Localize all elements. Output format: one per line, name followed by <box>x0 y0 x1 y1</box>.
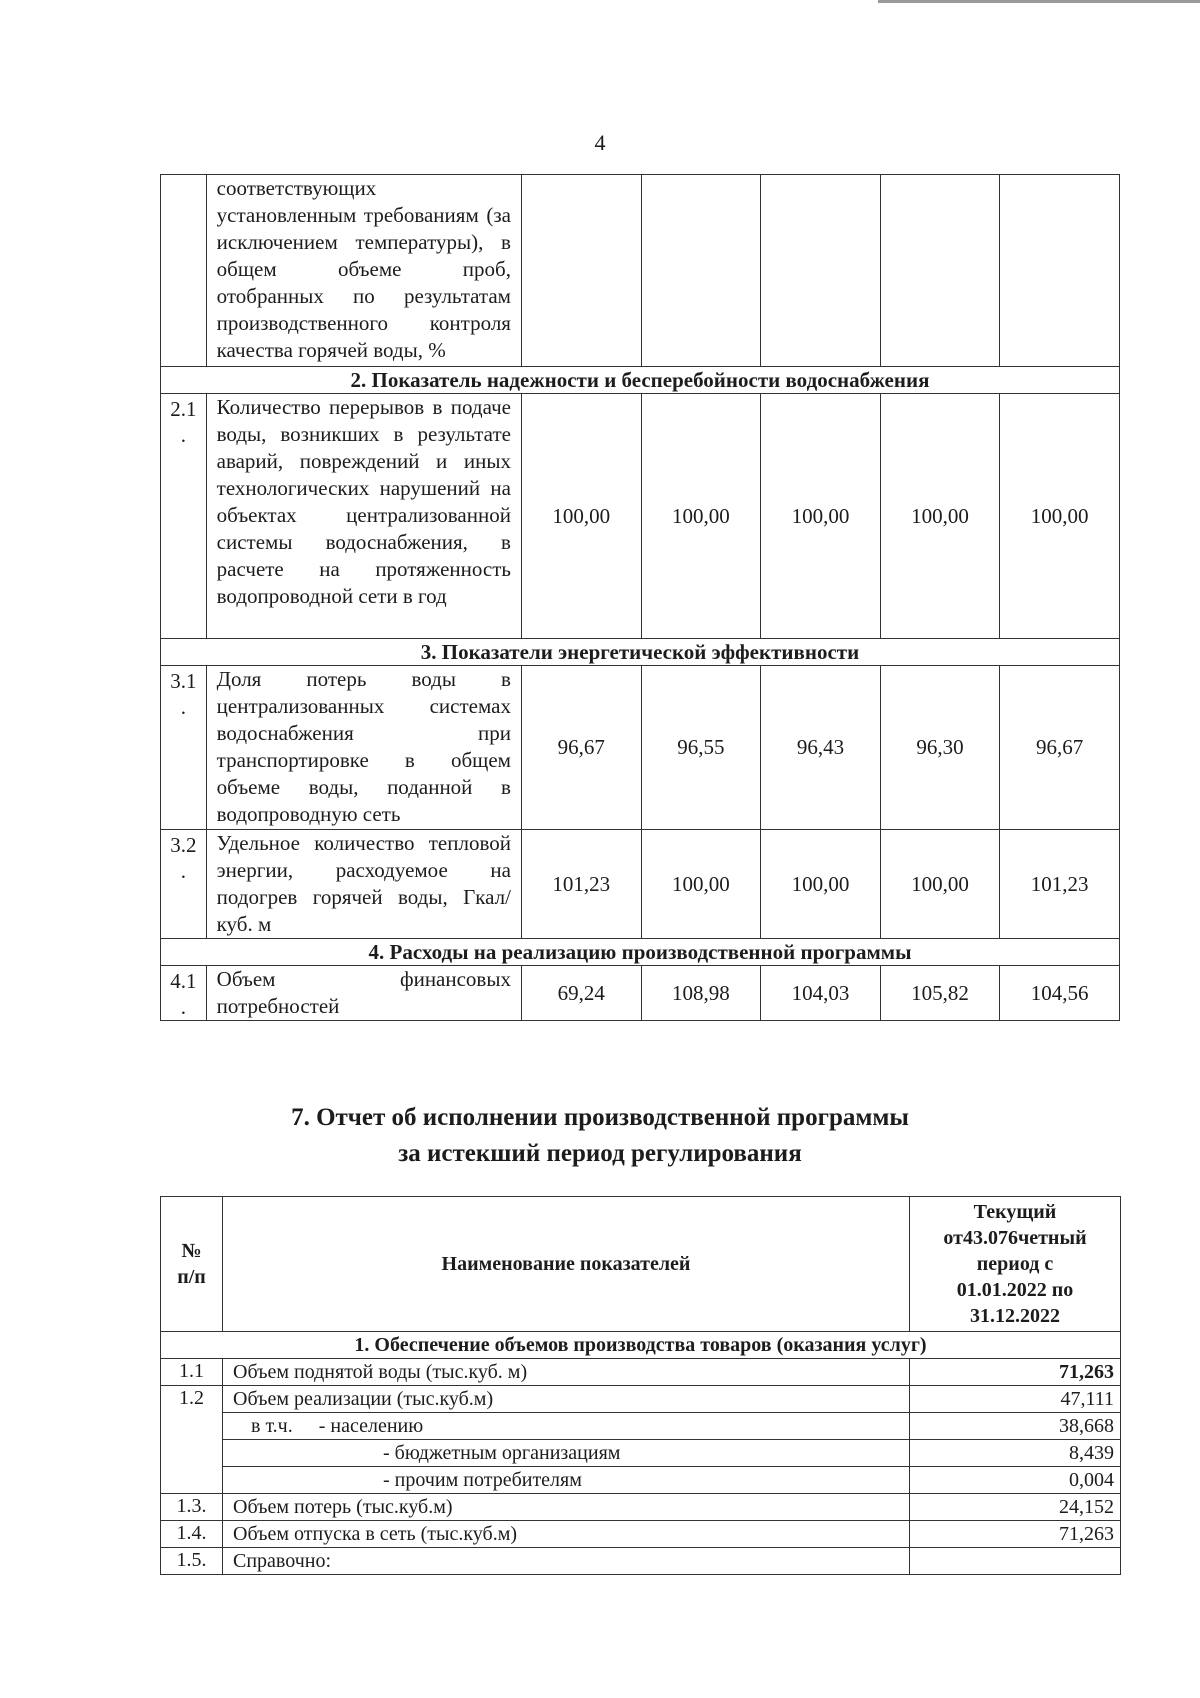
table-row <box>161 1359 1121 1386</box>
row-number-dot: . <box>180 859 186 883</box>
value-cell: 69,24 <box>521 966 641 1021</box>
row-number: 1.5. <box>161 1548 223 1575</box>
value-cell: 100,00 <box>521 394 641 639</box>
value-cell: 96,30 <box>880 666 1000 830</box>
header-period-line: период с <box>976 1253 1054 1275</box>
row-number <box>161 666 207 830</box>
indicator-name: Удельное количество тепловой энергии, расходуемое на подогрев горячей воды, Гкал/куб. м <box>206 830 521 939</box>
row-number: 1.2 <box>161 1386 223 1494</box>
indicator-name: Объем отпуска в сеть (тыс.куб.м) <box>223 1521 910 1548</box>
row-number-dot: . <box>180 995 186 1019</box>
value-cell <box>641 175 761 367</box>
value-cell: 38,668 <box>910 1413 1121 1440</box>
row-number <box>161 966 207 1021</box>
value-cell: 100,00 <box>641 394 761 639</box>
header-period-line: Текущий <box>973 1201 1057 1223</box>
indicator-subitem: - прочим потребителям <box>223 1467 910 1494</box>
row-number-dot: . <box>180 423 186 447</box>
value-cell: 100,00 <box>1000 394 1120 639</box>
indicator-name: Объем финансовых потребностей <box>206 966 521 1021</box>
indicator-name <box>223 1413 910 1440</box>
table-header-row <box>161 1197 1121 1332</box>
row-number: 1.1 <box>161 1359 223 1386</box>
value-cell: 108,98 <box>641 966 761 1021</box>
value-cell <box>1000 175 1120 367</box>
table-row <box>161 1548 1121 1575</box>
section-row <box>161 1332 1121 1359</box>
column-header-number <box>161 1197 223 1332</box>
table-row <box>161 1521 1121 1548</box>
value-cell <box>761 175 881 367</box>
value-cell: 71,263 <box>910 1521 1121 1548</box>
indicator-name: Объем реализации (тыс.куб.м) <box>223 1386 910 1413</box>
heading-line: 7. Отчет об исполнении производственной программы <box>291 1104 909 1131</box>
column-header-name: Наименование показателей <box>223 1197 910 1332</box>
indicator-subitem: - бюджетным организациям <box>223 1440 910 1467</box>
value-cell: 8,439 <box>910 1440 1121 1467</box>
table-row <box>161 1494 1121 1521</box>
section-title: 4. Расходы на реализацию производственной программы <box>161 939 1120 966</box>
row-number-dot: . <box>180 695 186 719</box>
value-cell: 100,00 <box>761 394 881 639</box>
section-heading <box>0 1100 1200 1172</box>
table-row <box>161 394 1120 639</box>
header-period-line: от43.076четный <box>943 1227 1087 1249</box>
row-number-main: 4.1 <box>170 969 197 993</box>
row-number-main: 3.2 <box>170 833 197 857</box>
value-cell <box>910 1548 1121 1575</box>
value-cell: 96,67 <box>521 666 641 830</box>
table-row <box>161 1440 1121 1467</box>
value-cell: 100,00 <box>641 830 761 939</box>
row-number <box>161 830 207 939</box>
row-number <box>161 394 207 639</box>
table-row <box>161 1413 1121 1440</box>
value-cell: 47,111 <box>910 1386 1121 1413</box>
indicator-name: соответствующих установленным требованиям (за исключением температуры), в общем объеме проб, отобранных по результатам производственного контроля качества горячей воды, % <box>206 175 521 367</box>
indicator-name: Объем потерь (тыс.куб.м) <box>223 1494 910 1521</box>
section-title: 2. Показатель надежности и бесперебойности водоснабжения <box>161 367 1120 394</box>
indicator-name: Количество перерывов в подаче воды, возникших в результате аварий, повреждений и иных технологических нарушений на объектах централизованной системы водоснабжения, в расчете на протяженность водопроводной сети в год <box>206 394 521 639</box>
section-row <box>161 367 1120 394</box>
prefix-label: в т.ч. <box>251 1415 293 1437</box>
page-number: 4 <box>594 130 606 155</box>
scan-edge-mark <box>878 0 1200 3</box>
indicator-subitem: - населению <box>318 1415 424 1437</box>
table-row <box>161 1467 1121 1494</box>
section-row <box>161 939 1120 966</box>
row-number: 1.4. <box>161 1521 223 1548</box>
heading-line: за истекший период регулирования <box>398 1140 802 1167</box>
value-cell: 104,03 <box>761 966 881 1021</box>
header-number-line: п/п <box>177 1266 206 1288</box>
row-number: 1.3. <box>161 1494 223 1521</box>
table-row <box>161 175 1120 367</box>
value-cell <box>521 175 641 367</box>
value-cell: 105,82 <box>880 966 1000 1021</box>
table-row <box>161 666 1120 830</box>
value-cell <box>880 175 1000 367</box>
value-cell: 24,152 <box>910 1494 1121 1521</box>
value-cell: 100,00 <box>880 830 1000 939</box>
value-cell: 101,23 <box>1000 830 1120 939</box>
row-number <box>161 175 207 367</box>
value-cell: 96,67 <box>1000 666 1120 830</box>
value-cell: 71,263 <box>910 1359 1121 1386</box>
report-table <box>160 1196 1121 1575</box>
value-cell: 100,00 <box>761 830 881 939</box>
header-period-line: 31.12.2022 <box>970 1305 1060 1327</box>
row-number-main: 2.1 <box>170 397 197 421</box>
row-number-main: 3.1 <box>170 669 197 693</box>
section-row <box>161 639 1120 666</box>
indicators-table <box>160 174 1120 1021</box>
value-cell: 100,00 <box>880 394 1000 639</box>
value-cell: 101,23 <box>521 830 641 939</box>
value-cell: 104,56 <box>1000 966 1120 1021</box>
value-cell: 96,55 <box>641 666 761 830</box>
header-number-line: № <box>181 1240 202 1262</box>
indicator-name: Доля потерь воды в централизованных системах водоснабжения при транспортировке в общем объеме воды, поданной в водопроводную сеть <box>206 666 521 830</box>
column-header-period <box>910 1197 1121 1332</box>
indicator-name: Объем поднятой воды (тыс.куб. м) <box>223 1359 910 1386</box>
table-row <box>161 1386 1121 1413</box>
indicator-name: Справочно: <box>223 1548 910 1575</box>
table-row <box>161 966 1120 1021</box>
section-title: 1. Обеспечение объемов производства товаров (оказания услуг) <box>161 1332 1121 1359</box>
table-row <box>161 830 1120 939</box>
value-cell: 0,004 <box>910 1467 1121 1494</box>
section-title: 3. Показатели энергетической эффективности <box>161 639 1120 666</box>
value-cell: 96,43 <box>761 666 881 830</box>
header-period-line: 01.01.2022 по <box>956 1279 1074 1301</box>
